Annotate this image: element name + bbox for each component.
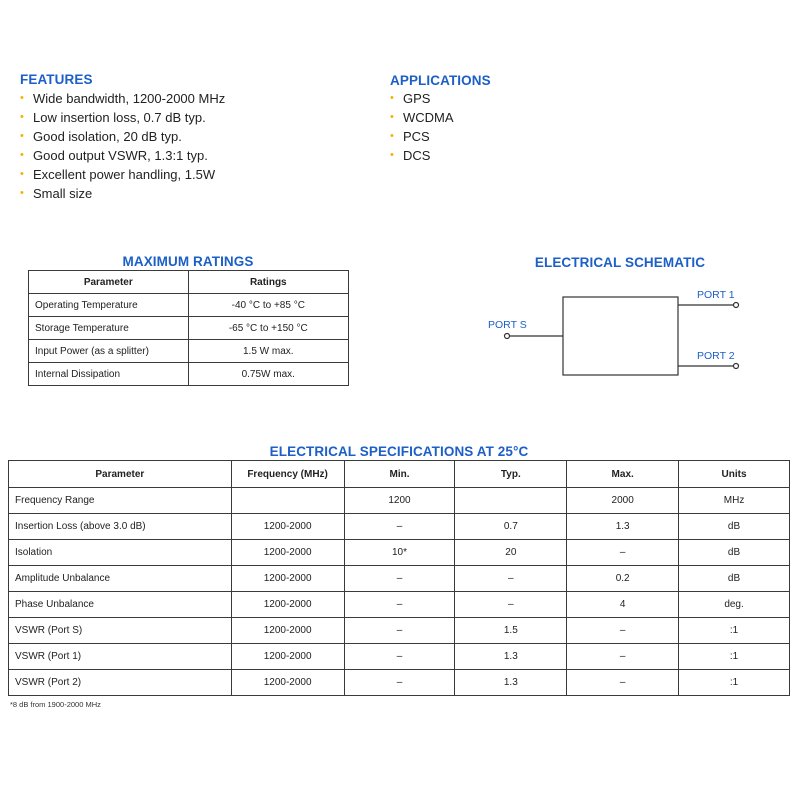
table-cell: – (567, 644, 679, 670)
table-cell: Operating Temperature (29, 294, 189, 317)
table-row (29, 317, 349, 340)
list-item: • Low insertion loss, 0.7 dB typ. (20, 108, 225, 127)
table-cell: – (455, 566, 567, 592)
table-cell: 1.3 (455, 670, 567, 696)
table-cell: 1200-2000 (231, 514, 344, 540)
table-cell: 1.3 (455, 644, 567, 670)
footnote: *8 dB from 1900-2000 MHz (10, 700, 101, 709)
column-header: Ratings (188, 271, 348, 294)
table-row (9, 514, 790, 540)
table-row (9, 592, 790, 618)
table-cell: -65 °C to +150 °C (188, 317, 348, 340)
table-cell: Phase Unbalance (9, 592, 232, 618)
table-header-row (29, 271, 349, 294)
table-cell: MHz (679, 488, 790, 514)
port-1-terminal (734, 303, 739, 308)
list-item: • PCS (390, 127, 454, 146)
list-item: • Wide bandwidth, 1200-2000 MHz (20, 89, 225, 108)
table-cell: Amplitude Unbalance (9, 566, 232, 592)
port-2-label: PORT 2 (697, 350, 735, 362)
table-row (29, 340, 349, 363)
table-cell: – (344, 514, 455, 540)
features-list (20, 89, 225, 203)
list-item: • WCDMA (390, 108, 454, 127)
table-cell: Insertion Loss (above 3.0 dB) (9, 514, 232, 540)
table-cell: 1.5 W max. (188, 340, 348, 363)
table-cell: 0.2 (567, 566, 679, 592)
table-row (9, 540, 790, 566)
table-row (29, 294, 349, 317)
table-cell: Internal Dissipation (29, 363, 189, 386)
table-cell: 0.7 (455, 514, 567, 540)
table-cell: VSWR (Port 1) (9, 644, 232, 670)
table-row (9, 566, 790, 592)
table-cell: 4 (567, 592, 679, 618)
table-cell: – (344, 670, 455, 696)
table-cell: 20 (455, 540, 567, 566)
features-title: FEATURES (20, 72, 93, 87)
column-header: Frequency (MHz) (231, 461, 344, 488)
splitter-block (563, 297, 678, 375)
elec-specs-title: ELECTRICAL SPECIFICATIONS AT 25°C (269, 444, 529, 459)
table-row (9, 644, 790, 670)
table-cell: 2000 (567, 488, 679, 514)
column-header: Min. (344, 461, 455, 488)
table-cell: Storage Temperature (29, 317, 189, 340)
table-cell: :1 (679, 618, 790, 644)
table-cell: 1200-2000 (231, 618, 344, 644)
column-header: Max. (567, 461, 679, 488)
list-item: • Excellent power handling, 1.5W (20, 165, 225, 184)
table-cell: :1 (679, 670, 790, 696)
table-cell: – (344, 644, 455, 670)
list-item: • Good output VSWR, 1.3:1 typ. (20, 146, 225, 165)
port-s-terminal (505, 334, 510, 339)
table-cell: 0.75W max. (188, 363, 348, 386)
table-cell: VSWR (Port S) (9, 618, 232, 644)
table-cell (231, 488, 344, 514)
applications-list (390, 89, 454, 165)
table-cell: 1.3 (567, 514, 679, 540)
table-cell: – (567, 618, 679, 644)
table-cell: 1200-2000 (231, 670, 344, 696)
table-cell: 1200-2000 (231, 592, 344, 618)
list-item: • GPS (390, 89, 454, 108)
table-cell: :1 (679, 644, 790, 670)
column-header: Parameter (9, 461, 232, 488)
table-cell: VSWR (Port 2) (9, 670, 232, 696)
table-row (9, 488, 790, 514)
table-cell: – (344, 618, 455, 644)
table-cell: Isolation (9, 540, 232, 566)
table-cell: – (344, 566, 455, 592)
table-cell: 1200-2000 (231, 540, 344, 566)
table-cell: 1200-2000 (231, 566, 344, 592)
port-2-terminal (734, 364, 739, 369)
table-cell: Input Power (as a splitter) (29, 340, 189, 363)
table-cell: 1200-2000 (231, 644, 344, 670)
table-cell: dB (679, 540, 790, 566)
port-1-label: PORT 1 (697, 289, 735, 301)
column-header: Parameter (29, 271, 189, 294)
list-item: • Small size (20, 184, 225, 203)
schematic-title: ELECTRICAL SCHEMATIC (534, 255, 706, 270)
table-cell: dB (679, 566, 790, 592)
table-cell: deg. (679, 592, 790, 618)
schematic-diagram (480, 280, 760, 390)
table-cell: -40 °C to +85 °C (188, 294, 348, 317)
table-cell: – (567, 670, 679, 696)
column-header: Units (679, 461, 790, 488)
table-row (9, 670, 790, 696)
max-ratings-table (28, 270, 349, 386)
max-ratings-title: MAXIMUM RATINGS (122, 254, 254, 269)
elec-specs-table (8, 460, 790, 696)
table-cell: – (567, 540, 679, 566)
port-s-label: PORT S (488, 319, 527, 331)
applications-title: APPLICATIONS (390, 73, 491, 88)
table-header-row (9, 461, 790, 488)
table-cell: dB (679, 514, 790, 540)
table-cell: 10* (344, 540, 455, 566)
table-cell (455, 488, 567, 514)
column-header: Typ. (455, 461, 567, 488)
table-cell: – (344, 592, 455, 618)
table-cell: 1.5 (455, 618, 567, 644)
table-row (9, 618, 790, 644)
table-row (29, 363, 349, 386)
list-item: • DCS (390, 146, 454, 165)
table-cell: – (455, 592, 567, 618)
table-cell: Frequency Range (9, 488, 232, 514)
list-item: • Good isolation, 20 dB typ. (20, 127, 225, 146)
table-cell: 1200 (344, 488, 455, 514)
